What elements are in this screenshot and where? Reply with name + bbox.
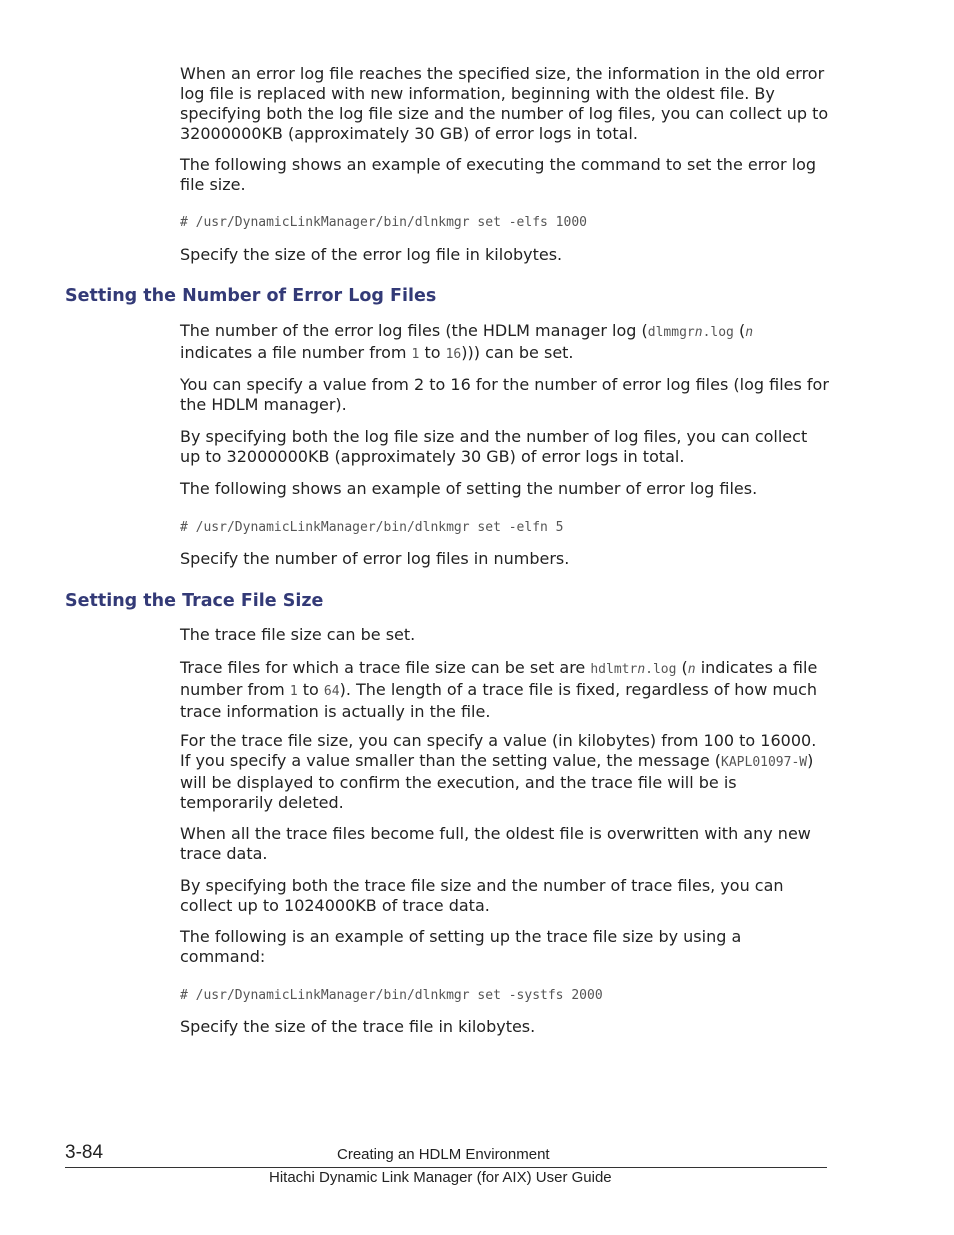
file-name-code: dlmmgr [647, 325, 695, 340]
paragraph: Specify the size of the error log file in kilobytes. [180, 245, 563, 264]
paragraph-block [180, 245, 830, 265]
section-heading: Setting the Trace File Size [65, 591, 324, 611]
paragraph-block [180, 824, 830, 864]
code-number: 16 [445, 347, 462, 362]
text-run: ). The length of a trace file is fixed, regardless of how much trace information is actually in the file. [180, 680, 818, 721]
paragraph: You can specify a value from 2 to 16 for the number of error log files (log files for the HDLM manager). [180, 375, 829, 414]
paragraph: When an error log file reaches the specified size, the information in the old error log file is replaced with new information, beginning with the oldest file. By specifying both the log file size and the number of log files, you can collect up to 32000000KB (approximately 30 GB) of error logs in total. [180, 64, 829, 143]
paragraph-block [180, 1017, 830, 1037]
text-run: The number of the error log files (the HDLM manager log ( [180, 321, 648, 340]
paragraph-block [180, 876, 830, 916]
paragraph-block [180, 549, 830, 569]
command-block [180, 519, 830, 537]
message-id-code: KAPL01097-W [721, 755, 808, 770]
command-block [180, 987, 830, 1005]
paragraph: The following shows an example of setting the number of error log files. [180, 479, 758, 498]
file-name-var: n [637, 662, 646, 677]
paragraph-block [180, 731, 830, 813]
paragraph-block [180, 479, 830, 499]
intro-section [180, 64, 830, 144]
code-number: 64 [323, 684, 340, 699]
paragraph: The following is an example of setting up the trace file size by using a command: [180, 927, 742, 966]
file-name-ext: .log [645, 662, 677, 677]
file-name-code: hdlmtr [590, 662, 638, 677]
paragraph: The following shows an example of executing the command to set the error log file size. [180, 155, 817, 194]
variable-n: n [745, 325, 754, 340]
paragraph: By specifying both the log file size and the number of log files, you can collect up to 32000000KB (approximately 30 GB) of error logs in total. [180, 427, 808, 466]
paragraph-block [180, 927, 830, 967]
paragraph-block [180, 321, 830, 365]
text-run: to [297, 680, 324, 699]
text-run: indicates a file number from [180, 343, 412, 362]
paragraph-block [180, 427, 830, 467]
paragraph: By specifying both the trace file size and the number of trace files, you can collect up to 1024000KB of trace data. [180, 876, 784, 915]
paragraph: The trace file size can be set. [180, 625, 416, 644]
paragraph [180, 321, 830, 365]
command-example: # /usr/DynamicLinkManager/bin/dlnkmgr set -elfs 1000 [180, 215, 587, 230]
paragraph [180, 658, 830, 722]
code-number: 1 [289, 684, 298, 699]
page-number: 3-84 [65, 1142, 104, 1163]
variable-n: n [687, 662, 696, 677]
text-run: ( [733, 321, 746, 340]
code-number: 1 [411, 347, 420, 362]
file-name-ext: .log [702, 325, 734, 340]
paragraph: When all the trace files become full, the oldest file is overwritten with any new trace data. [180, 824, 811, 863]
command-example: # /usr/DynamicLinkManager/bin/dlnkmgr set -elfn 5 [180, 520, 564, 535]
file-name-var: n [694, 325, 703, 340]
footer-book-title: Hitachi Dynamic Link Manager (for AIX) User Guide [269, 1169, 612, 1186]
paragraph-block [180, 658, 830, 722]
paragraph-block [180, 155, 830, 195]
paragraph: Specify the size of the trace file in kilobytes. [180, 1017, 536, 1036]
footer-divider [65, 1167, 827, 1168]
text-run: indicates a file number from [180, 658, 818, 699]
command-block [180, 214, 830, 232]
paragraph: Specify the number of error log files in numbers. [180, 549, 570, 568]
text-run: to [419, 343, 446, 362]
text-run: ) will be displayed to confirm the execution, and the trace file will be is temporarily deleted. [180, 751, 814, 812]
command-example: # /usr/DynamicLinkManager/bin/dlnkmgr set -systfs 2000 [180, 988, 603, 1003]
paragraph-block [180, 625, 830, 645]
footer-chapter-title: Creating an HDLM Environment [337, 1146, 550, 1163]
text-run: ))) can be set. [461, 343, 574, 362]
paragraph [180, 731, 830, 813]
text-run: Trace files for which a trace file size can be set are [180, 658, 591, 677]
section-heading: Setting the Number of Error Log Files [65, 286, 437, 306]
text-run: For the trace file size, you can specify a value (in kilobytes) from 100 to 16000. If you specify a value smaller than the setting value, the message ( [180, 731, 817, 770]
text-run: ( [676, 658, 688, 677]
paragraph-block [180, 375, 830, 415]
